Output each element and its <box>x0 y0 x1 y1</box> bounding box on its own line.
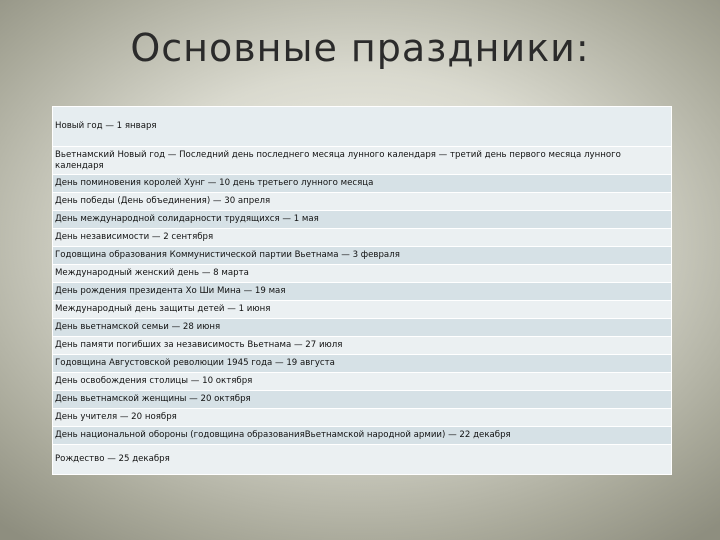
holiday-cell: День рождения президента Хо Ши Мина — 19 мая <box>53 283 672 301</box>
table-row <box>53 175 672 193</box>
holiday-cell: Новый год — 1 января <box>53 107 672 147</box>
table-row <box>53 391 672 409</box>
holiday-cell: День национальной обороны (годовщина образованияВьетнамской народной армии) — 22 декабря <box>53 427 672 445</box>
holiday-cell: Международный женский день — 8 марта <box>53 265 672 283</box>
table-row <box>53 211 672 229</box>
table-row <box>53 247 672 265</box>
table-row <box>53 229 672 247</box>
table-row <box>53 147 672 175</box>
holiday-cell: Годовщина образования Коммунистической партии Вьетнама — 3 февраля <box>53 247 672 265</box>
table-row <box>53 337 672 355</box>
table-row <box>53 445 672 475</box>
holiday-cell: День вьетнамской семьи — 28 июня <box>53 319 672 337</box>
table-row <box>53 355 672 373</box>
holiday-cell: Международный день защиты детей — 1 июня <box>53 301 672 319</box>
holiday-cell: День победы (День объединения) — 30 апреля <box>53 193 672 211</box>
holiday-cell: Вьетнамский Новый год — Последний день последнего месяца лунного календаря — третий день первого месяца лунного календаря <box>53 147 672 175</box>
holiday-cell: День международной солидарности трудящихся — 1 мая <box>53 211 672 229</box>
holiday-cell: День учителя — 20 ноября <box>53 409 672 427</box>
table-row <box>53 265 672 283</box>
holiday-cell: День поминовения королей Хунг — 10 день третьего лунного месяца <box>53 175 672 193</box>
table-row <box>53 373 672 391</box>
table-row <box>53 427 672 445</box>
table-row <box>53 283 672 301</box>
holiday-cell: День вьетнамской женщины — 20 октября <box>53 391 672 409</box>
holiday-cell: Рождество — 25 декабря <box>53 445 672 475</box>
slide-title: Основные праздники: <box>130 26 590 70</box>
table-row <box>53 319 672 337</box>
holiday-cell: Годовщина Августовской революции 1945 года — 19 августа <box>53 355 672 373</box>
holiday-cell: День независимости — 2 сентября <box>53 229 672 247</box>
holiday-cell: День памяти погибших за независимость Вьетнама — 27 июля <box>53 337 672 355</box>
holidays-table <box>52 106 672 475</box>
table-row <box>53 409 672 427</box>
table-row <box>53 193 672 211</box>
table-row <box>53 301 672 319</box>
table-row <box>53 107 672 147</box>
holiday-cell: День освобождения столицы — 10 октября <box>53 373 672 391</box>
